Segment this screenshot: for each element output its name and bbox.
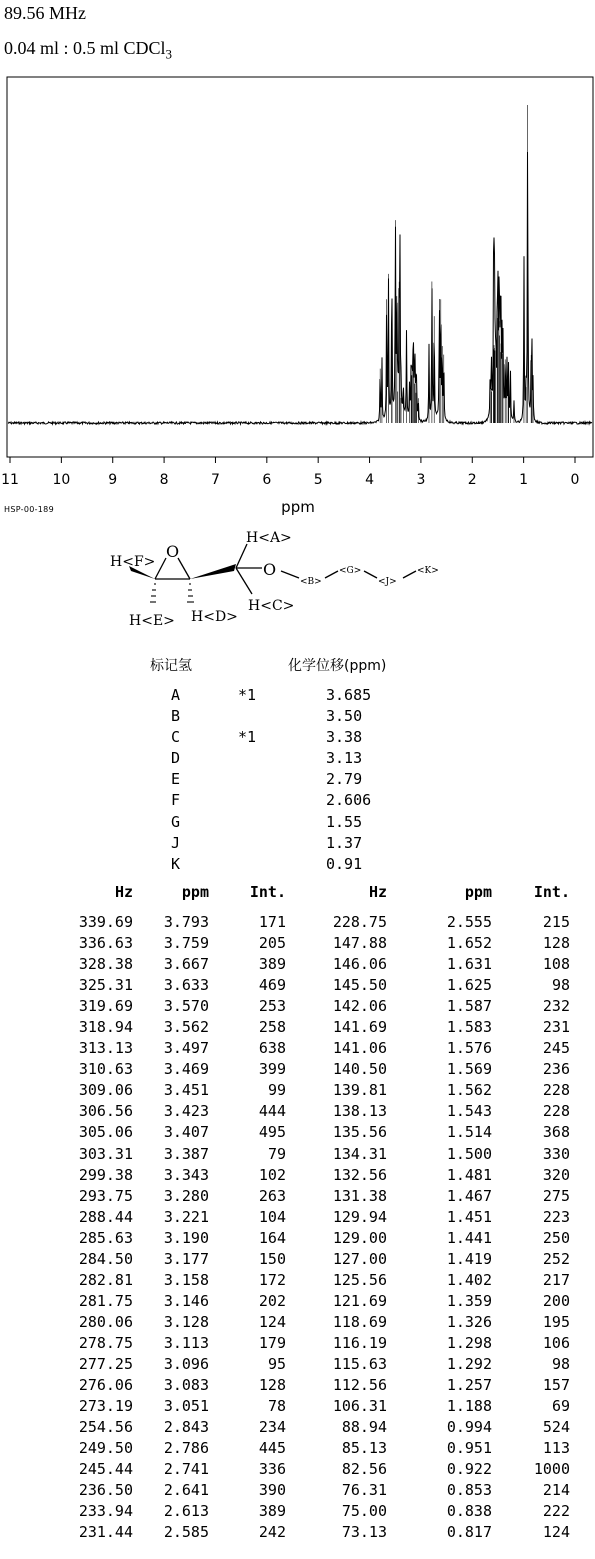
assignment-shift: 2.79 (326, 770, 363, 789)
cell-ppm: 3.451 (163, 1081, 209, 1100)
cell-hz: 134.31 (332, 1144, 387, 1163)
cell-ppm: 2.786 (163, 1439, 209, 1458)
cell-hz: 233.94 (78, 1502, 133, 1521)
table-row (0, 1481, 595, 1502)
label-h-f: H<F> (110, 554, 156, 570)
cell-ppm: 1.359 (446, 1291, 492, 1310)
cell-hz: 288.44 (78, 1207, 133, 1226)
cell-hz: 236.50 (78, 1481, 133, 1500)
cell-ppm: 3.343 (163, 1165, 209, 1184)
cell-int: 124 (542, 1523, 570, 1542)
cell-int: 102 (258, 1165, 286, 1184)
cell-hz: 284.50 (78, 1249, 133, 1268)
cell-hz: 145.50 (332, 976, 387, 995)
table-row (0, 1123, 595, 1144)
cell-hz: 336.63 (78, 934, 133, 953)
cell-int: 389 (258, 955, 286, 974)
bond-o-b (281, 571, 299, 578)
sample-solvent (4, 38, 172, 63)
cell-hz: 319.69 (78, 997, 133, 1016)
cell-int: 495 (258, 1123, 286, 1142)
table-row (0, 1250, 595, 1271)
x-tick-label: 1 (519, 472, 529, 488)
x-tick-label: 9 (108, 472, 118, 488)
x-tick-label: 3 (416, 472, 426, 488)
cell-int: 390 (258, 1481, 286, 1500)
bond-g-j (364, 571, 377, 578)
cell-hz: 293.75 (78, 1186, 133, 1205)
cell-ppm: 1.543 (446, 1102, 492, 1121)
cell-hz: 75.00 (341, 1502, 387, 1521)
cell-hz: 132.56 (332, 1165, 387, 1184)
cell-ppm: 3.158 (163, 1270, 209, 1289)
wedge-bond-c2-c3 (190, 564, 236, 579)
cell-ppm: 3.146 (163, 1291, 209, 1310)
cell-int: 399 (258, 1060, 286, 1079)
cell-ppm: 1.631 (446, 955, 492, 974)
cell-ppm: 1.625 (446, 976, 492, 995)
label-k: <K> (417, 566, 439, 576)
x-tick-label: 7 (210, 472, 220, 488)
assignment-note: *1 (238, 686, 257, 704)
cell-int: 124 (258, 1312, 286, 1331)
cell-hz: 254.56 (78, 1418, 133, 1437)
hash-bond-hd (187, 584, 194, 602)
x-tick-label: 8 (159, 472, 169, 488)
assignment-label: D (171, 749, 181, 768)
cell-hz: 129.00 (332, 1228, 387, 1247)
assignment-shift: 3.38 (326, 728, 363, 747)
cell-int: 258 (258, 1018, 286, 1037)
cell-hz: 146.06 (332, 955, 387, 974)
bond-j-k (403, 571, 416, 578)
cell-ppm: 1.441 (446, 1228, 492, 1247)
cell-ppm: 1.583 (446, 1018, 492, 1037)
cell-int: 164 (258, 1228, 286, 1247)
cell-int: 217 (542, 1270, 570, 1289)
cell-hz: 277.25 (78, 1354, 133, 1373)
bond-o-c1 (155, 558, 166, 579)
cell-int: 157 (542, 1376, 570, 1395)
table-row (0, 1060, 595, 1081)
cell-hz: 125.56 (332, 1270, 387, 1289)
cell-ppm: 1.188 (446, 1397, 492, 1416)
cell-int: 106 (542, 1333, 570, 1352)
table-row (0, 1039, 595, 1060)
assignment-label: B (171, 707, 181, 726)
cell-ppm: 3.128 (163, 1312, 209, 1331)
cell-hz: 139.81 (332, 1081, 387, 1100)
cell-ppm: 3.113 (163, 1333, 209, 1352)
x-axis-ticks (10, 457, 575, 463)
col-header-int-1: Int. (249, 883, 286, 901)
cell-int: 389 (258, 1502, 286, 1521)
cell-ppm: 2.585 (163, 1523, 209, 1542)
x-tick-label: 10 (52, 472, 71, 488)
cell-ppm: 3.407 (163, 1123, 209, 1142)
table-row (0, 1460, 595, 1481)
table-row (0, 976, 595, 997)
cell-ppm: 3.497 (163, 1039, 209, 1058)
cell-hz: 112.56 (332, 1376, 387, 1395)
cell-hz: 138.13 (332, 1102, 387, 1121)
cell-hz: 147.88 (332, 934, 387, 953)
table-row (0, 955, 595, 976)
col-header-ppm-2: ppm (464, 883, 492, 901)
cell-int: 330 (542, 1144, 570, 1163)
peak-table (0, 913, 595, 1544)
table-row (0, 934, 595, 955)
cell-ppm: 3.562 (163, 1018, 209, 1037)
x-tick-label: 4 (365, 472, 375, 488)
table-row (0, 997, 595, 1018)
molecule-structure (100, 524, 440, 634)
assignment-header-shift: 化学位移(ppm) (288, 658, 387, 674)
label-j: <J> (378, 577, 397, 587)
x-tick-label: 5 (313, 472, 323, 488)
cell-ppm: 1.500 (446, 1144, 492, 1163)
cell-hz: 141.06 (332, 1039, 387, 1058)
cell-int: 253 (258, 997, 286, 1016)
cell-int: 150 (258, 1249, 286, 1268)
cell-int: 202 (258, 1291, 286, 1310)
x-tick-label: 11 (1, 472, 19, 488)
spectrometer-frequency: 89.56 MHz (4, 3, 86, 23)
col-header-hz-1: Hz (114, 883, 133, 901)
assignment-shift: 2.606 (326, 791, 372, 810)
cell-ppm: 3.221 (163, 1207, 209, 1226)
cell-int: 69 (551, 1397, 570, 1416)
cell-hz: 309.06 (78, 1081, 133, 1100)
cell-hz: 142.06 (332, 997, 387, 1016)
atom-o-ring: O (166, 542, 180, 561)
cell-ppm: 1.481 (446, 1165, 492, 1184)
cell-ppm: 1.326 (446, 1312, 492, 1331)
cell-int: 263 (258, 1186, 286, 1205)
cell-ppm: 3.051 (163, 1397, 209, 1416)
cell-hz: 118.69 (332, 1312, 387, 1331)
assignment-shift: 1.37 (326, 833, 363, 852)
cell-int: 231 (542, 1018, 570, 1037)
cell-ppm: 1.419 (446, 1249, 492, 1268)
label-h-e: H<E> (129, 613, 175, 629)
cell-int: 214 (542, 1481, 570, 1500)
table-row (0, 1081, 595, 1102)
cell-hz: 231.44 (78, 1523, 133, 1542)
cell-hz: 328.38 (78, 955, 133, 974)
bond-c3-hc (236, 568, 252, 594)
assignment-label: G (171, 812, 181, 831)
cell-ppm: 1.514 (446, 1123, 492, 1142)
x-tick-label: 0 (570, 472, 580, 488)
cell-hz: 280.06 (78, 1312, 133, 1331)
col-header-ppm-1: ppm (181, 883, 209, 901)
assignment-label: F (171, 791, 181, 810)
nmr-spectrum-chart (0, 70, 595, 520)
cell-int: 245 (542, 1039, 570, 1058)
label-h-d: H<D> (191, 609, 238, 625)
cell-ppm: 0.994 (446, 1418, 492, 1437)
table-row (0, 1397, 595, 1418)
cell-hz: 278.75 (78, 1333, 133, 1352)
cell-ppm: 1.562 (446, 1081, 492, 1100)
cell-hz: 106.31 (332, 1397, 387, 1416)
cell-int: 234 (258, 1418, 286, 1437)
table-row (0, 1145, 595, 1166)
cell-hz: 281.75 (78, 1291, 133, 1310)
table-row (0, 1355, 595, 1376)
cell-hz: 313.13 (78, 1039, 133, 1058)
col-header-int-2: Int. (533, 883, 570, 901)
cell-int: 104 (258, 1207, 286, 1226)
solvent-subscript: 3 (165, 46, 173, 62)
spectrum-trace (8, 152, 592, 424)
table-row (0, 1292, 595, 1313)
cell-int: 336 (258, 1460, 286, 1479)
cell-ppm: 3.423 (163, 1102, 209, 1121)
cell-ppm: 1.451 (446, 1207, 492, 1226)
cell-hz: 135.56 (332, 1123, 387, 1142)
cell-int: 320 (542, 1165, 570, 1184)
cell-int: 200 (542, 1291, 570, 1310)
cell-ppm: 3.759 (163, 934, 209, 953)
cell-hz: 140.50 (332, 1060, 387, 1079)
x-tick-label: 6 (262, 472, 272, 488)
assignment-label: C (171, 728, 181, 747)
cell-int: 195 (542, 1312, 570, 1331)
cell-ppm: 3.177 (163, 1249, 209, 1268)
assignment-header-label: 标记氢 (150, 658, 192, 674)
x-tick-label: 2 (467, 472, 477, 488)
table-row (0, 1502, 595, 1523)
cell-int: 98 (551, 976, 570, 995)
label-h-c: H<C> (248, 598, 295, 614)
cell-ppm: 3.570 (163, 997, 209, 1016)
table-row (0, 1523, 595, 1544)
cell-int: 215 (542, 913, 570, 931)
cell-hz: 273.19 (78, 1397, 133, 1416)
cell-int: 99 (267, 1081, 286, 1100)
cell-ppm: 2.641 (163, 1481, 209, 1500)
bond-b-g (325, 571, 338, 578)
assignment-label: K (171, 854, 181, 873)
assignment-label: J (171, 833, 181, 852)
cell-ppm: 3.469 (163, 1060, 209, 1079)
cell-ppm: 2.741 (163, 1460, 209, 1479)
table-row (0, 1439, 595, 1460)
cell-ppm: 1.257 (446, 1376, 492, 1395)
cell-ppm: 1.292 (446, 1354, 492, 1373)
cell-ppm: 3.096 (163, 1354, 209, 1373)
cell-hz: 249.50 (78, 1439, 133, 1458)
assignment-shift: 1.55 (326, 812, 363, 831)
cell-hz: 285.63 (78, 1228, 133, 1247)
cell-int: 445 (258, 1439, 286, 1458)
cell-hz: 88.94 (341, 1418, 387, 1437)
label-g: <G> (339, 566, 362, 576)
assignment-label: E (171, 770, 181, 789)
cell-int: 228 (542, 1081, 570, 1100)
assignment-shift: 0.91 (326, 854, 363, 873)
table-row (0, 1229, 595, 1250)
cell-int: 128 (258, 1376, 286, 1395)
atom-o-ether: O (263, 560, 277, 579)
cell-hz: 115.63 (332, 1354, 387, 1373)
cell-hz: 141.69 (332, 1018, 387, 1037)
x-axis-label: ppm (281, 498, 315, 516)
cell-ppm: 0.951 (446, 1439, 492, 1458)
bond-o-c2 (178, 558, 190, 579)
table-row (0, 1418, 595, 1439)
col-header-hz-2: Hz (368, 883, 387, 901)
cell-ppm: 0.838 (446, 1502, 492, 1521)
cell-hz: 116.19 (332, 1333, 387, 1352)
cell-int: 236 (542, 1060, 570, 1079)
cell-hz: 276.06 (78, 1376, 133, 1395)
cell-hz: 310.63 (78, 1060, 133, 1079)
cell-ppm: 1.402 (446, 1270, 492, 1289)
cell-ppm: 1.587 (446, 997, 492, 1016)
cell-int: 205 (258, 934, 286, 953)
cell-ppm: 3.083 (163, 1376, 209, 1395)
cell-int: 444 (258, 1102, 286, 1121)
cell-hz: 305.06 (78, 1123, 133, 1142)
table-row (0, 1313, 595, 1334)
cell-hz: 228.75 (332, 913, 387, 931)
cell-int: 242 (258, 1523, 286, 1542)
cell-ppm: 3.190 (163, 1228, 209, 1247)
assignment-note: *1 (238, 728, 257, 747)
cell-int: 638 (258, 1039, 286, 1058)
cell-ppm: 3.633 (163, 976, 209, 995)
table-row (0, 1376, 595, 1397)
solvent-text: 0.04 ml : 0.5 ml CDCl (4, 38, 166, 58)
table-row (0, 1166, 595, 1187)
cell-int: 172 (258, 1270, 286, 1289)
table-row (0, 1271, 595, 1292)
cell-hz: 131.38 (332, 1186, 387, 1205)
cell-int: 1000 (533, 1460, 570, 1479)
cell-int: 275 (542, 1186, 570, 1205)
cell-int: 79 (267, 1144, 286, 1163)
cell-hz: 299.38 (78, 1165, 133, 1184)
cell-ppm: 1.569 (446, 1060, 492, 1079)
cell-hz: 245.44 (78, 1460, 133, 1479)
cell-hz: 85.13 (341, 1439, 387, 1458)
cell-hz: 121.69 (332, 1291, 387, 1310)
label-h-a: H<A> (246, 530, 292, 546)
cell-ppm: 0.817 (446, 1523, 492, 1542)
cell-int: 250 (542, 1228, 570, 1247)
cell-int: 524 (542, 1418, 570, 1437)
assignment-shift: 3.685 (326, 686, 372, 704)
cell-int: 108 (542, 955, 570, 974)
cell-int: 232 (542, 997, 570, 1016)
table-row (0, 1334, 595, 1355)
table-row (0, 913, 595, 934)
cell-ppm: 1.576 (446, 1039, 492, 1058)
cell-ppm: 3.280 (163, 1186, 209, 1205)
cell-hz: 73.13 (341, 1523, 387, 1542)
spectrum-code: HSP-00-189 (4, 505, 54, 514)
cell-int: 252 (542, 1249, 570, 1268)
cell-hz: 318.94 (78, 1018, 133, 1037)
cell-ppm: 1.467 (446, 1186, 492, 1205)
label-b: <B> (300, 577, 322, 587)
cell-ppm: 0.853 (446, 1481, 492, 1500)
cell-int: 228 (542, 1102, 570, 1121)
cell-int: 179 (258, 1333, 286, 1352)
cell-int: 469 (258, 976, 286, 995)
cell-ppm: 2.555 (446, 913, 492, 931)
cell-ppm: 2.613 (163, 1502, 209, 1521)
assignment-shift: 3.50 (326, 707, 363, 726)
cell-ppm: 1.298 (446, 1333, 492, 1352)
cell-ppm: 3.793 (163, 913, 209, 931)
cell-hz: 282.81 (78, 1270, 133, 1289)
cell-hz: 82.56 (341, 1460, 387, 1479)
cell-int: 222 (542, 1502, 570, 1521)
cell-hz: 339.69 (78, 913, 133, 931)
x-axis-tick-labels (1, 472, 579, 488)
cell-int: 113 (542, 1439, 570, 1458)
cell-hz: 303.31 (78, 1144, 133, 1163)
cell-hz: 129.94 (332, 1207, 387, 1226)
cell-int: 78 (267, 1397, 286, 1416)
hash-bond-he (150, 584, 156, 602)
bond-c3-ha (236, 544, 247, 568)
cell-ppm: 0.922 (446, 1460, 492, 1479)
cell-hz: 325.31 (78, 976, 133, 995)
cell-ppm: 1.652 (446, 934, 492, 953)
cell-int: 98 (551, 1354, 570, 1373)
cell-hz: 306.56 (78, 1102, 133, 1121)
cell-int: 368 (542, 1123, 570, 1142)
table-row (0, 1018, 595, 1039)
cell-int: 95 (267, 1354, 286, 1373)
assignment-shift: 3.13 (326, 749, 363, 768)
cell-ppm: 2.843 (163, 1418, 209, 1437)
cell-ppm: 3.667 (163, 955, 209, 974)
table-row (0, 1187, 595, 1208)
assignment-label: A (171, 686, 181, 704)
cell-hz: 76.31 (341, 1481, 387, 1500)
cell-int: 171 (258, 913, 286, 931)
table-row (0, 1102, 595, 1123)
cell-int: 128 (542, 934, 570, 953)
cell-hz: 127.00 (332, 1249, 387, 1268)
cell-int: 223 (542, 1207, 570, 1226)
cell-ppm: 3.387 (163, 1144, 209, 1163)
table-row (0, 1208, 595, 1229)
